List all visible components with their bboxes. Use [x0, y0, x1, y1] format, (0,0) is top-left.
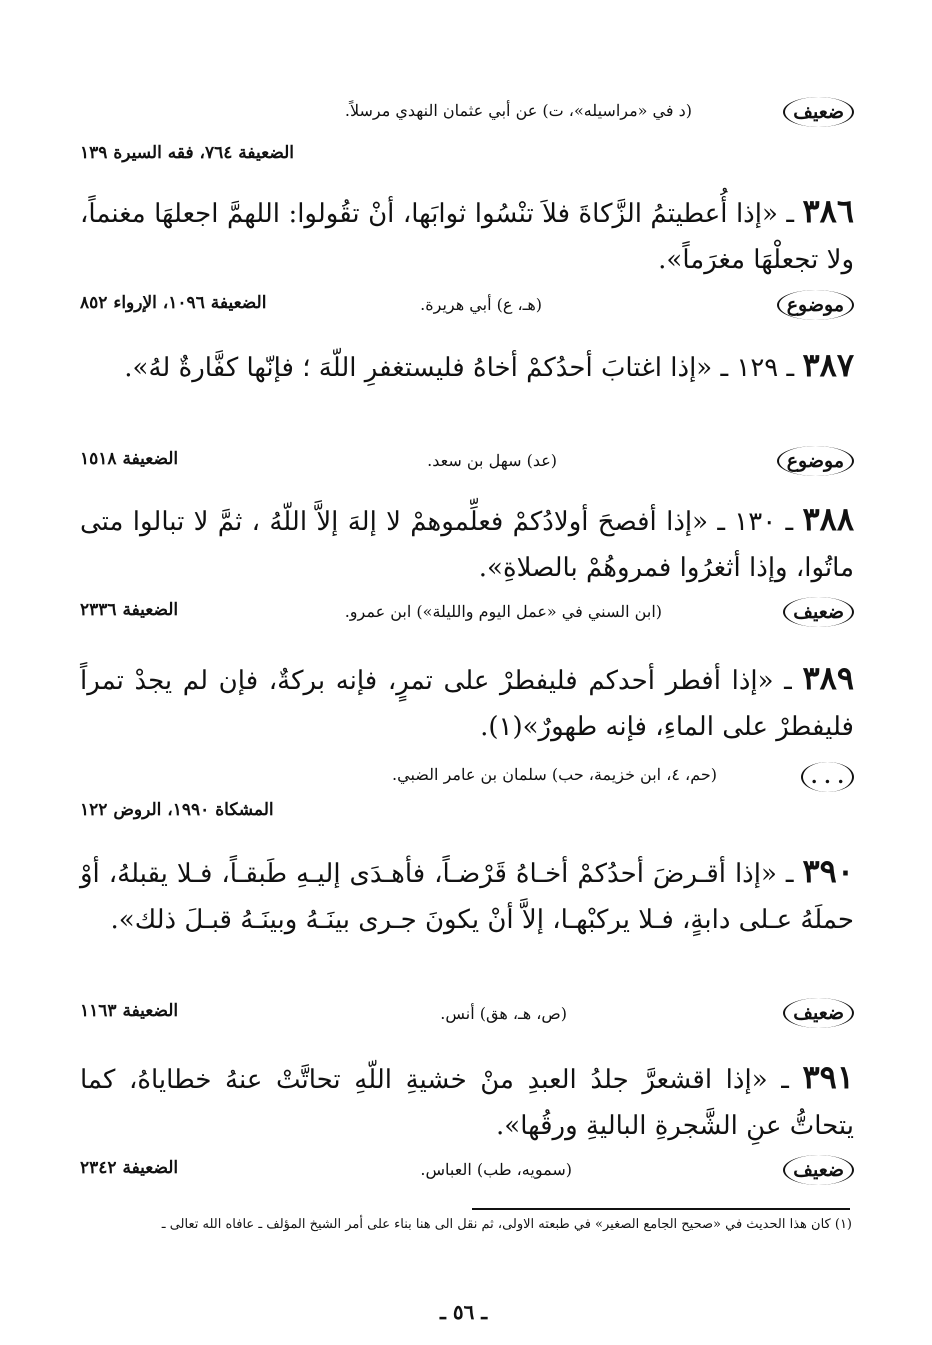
reference-line: الضعيفة ١٠٩٦، الإرواء ٨٥٢ [80, 293, 267, 313]
grade-label: ضعيف [783, 597, 854, 627]
reference-line: الضعيفة ٢٣٤٢ [80, 1158, 179, 1178]
source-line: (هـ، ع) أبي هريرة. [420, 295, 542, 314]
page-number: ـ ٥٦ ـ [440, 1300, 488, 1324]
source-line: (سمويه، طب) العباس. [420, 1160, 572, 1179]
reference-line: الضعيفة ٧٦٤، فقه السيرة ١٣٩ [80, 143, 294, 163]
hadith-text: ـ «إذا أُعطيتمُ الزَّكاةَ فلاَ تنْسُوا ثوابَها، أنْ تقُولوا: اللهمَّ اجعلهَا مغنماً، ولا تجعلْهَا مغرَماً». [80, 199, 854, 275]
source-line: (ابن السني في «عمل اليوم والليلة») ابن عمرو. [344, 602, 662, 621]
hadith-number: ٣٨٩ [802, 659, 855, 697]
reference-line: الضعيفة ١١٦٣ [80, 1001, 179, 1021]
grade-label: موضوع [777, 446, 854, 476]
grade-label: ضعيف [783, 1155, 854, 1185]
hadith-number: ٣٨٧ [802, 346, 854, 384]
hadith-386 [80, 188, 854, 283]
source-line: (عد) سهل بن سعد. [427, 451, 557, 470]
hadith-388 [80, 496, 854, 591]
grade-label: . . . [801, 762, 854, 792]
grade-label: ضعيف [783, 97, 854, 127]
hadith-text: ـ «إذا اقشعرَّ جلدُ العبدِ منْ خشيةِ اللّهِ تحاتَّتْ عنهُ خطاياهُ، كما يتحاتُّ عنِ الشَّجرةِ الباليةِ ورقُها». [80, 1065, 854, 1141]
hadith-number: ٣٩١ [802, 1058, 854, 1096]
hadith-text: ـ «إذا أقـرضَ أحدُكمْ أخـاهُ قَرْضـاً، فأهـدَى إليـهِ طَبقـاً، فـلا يقبلهُ، أوْ حملَهُ عـلى دابةٍ، فـلا يركبْهـا، إلاَّ أنْ يكونَ جـرى بينَـهُ وبينَـهُ قبـلَ ذلك». [80, 859, 854, 935]
footnote-divider [472, 1208, 850, 1210]
source-line: (حم، ٤، ابن خزيمة، حب) سلمان بن عامر الضبي. [392, 765, 717, 784]
reference-line: الضعيفة ٢٣٣٦ [80, 600, 179, 620]
grade-label: موضوع [777, 290, 854, 320]
footnote: (١) كان هذا الحديث في «صحيح الجامع الصغير» في طبعته الاولى، ثم نقل الى هنا بناء على أمر الشيخ المؤلف ـ عافاه الله تعالى ـ [161, 1217, 852, 1232]
hadith-389 [80, 655, 854, 750]
hadith-text: ـ ١٢٩ ـ «إذا اغتابَ أحدُكمْ أخاهُ فليستغفرِ اللّهَ ؛ فإنّها كفَّارةٌ لهُ». [124, 353, 803, 383]
source-line: (ص، هـ، هق) أنس. [440, 1004, 567, 1023]
hadith-390 [80, 848, 854, 943]
hadith-text: ـ ١٣٠ ـ «إذا أفصحَ أولادُكمْ فعلِّموهمْ لا إلهَ إلاَّ اللّهُ ، ثمَّ لا تبالوا متى ماتُوا، وإذا أثغرُوا فمروهُمْ بالصلاةِ». [80, 507, 854, 583]
hadith-391 [80, 1054, 854, 1149]
hadith-number: ٣٨٨ [802, 500, 854, 538]
reference-line: الضعيفة ١٥١٨ [80, 449, 179, 469]
grade-label: ضعيف [783, 998, 854, 1028]
hadith-387 [80, 342, 854, 391]
hadith-number: ٣٨٦ [802, 192, 854, 230]
reference-line: المشكاة ١٩٩٠، الروض ١٢٢ [80, 800, 274, 820]
source-line: (د في «مراسيله»، ت) عن أبي عثمان النهدي مرسلاً. [344, 101, 692, 120]
hadith-text: ـ «إذا أفطر أحدكم فليفطرْ على تمرٍ، فإنه بركةٌ، فإن لم يجدْ تمراً فليفطرْ على الماءِ، فإنه طهورٌ»(١). [80, 666, 854, 742]
hadith-number: ٣٩٠ [802, 852, 854, 890]
